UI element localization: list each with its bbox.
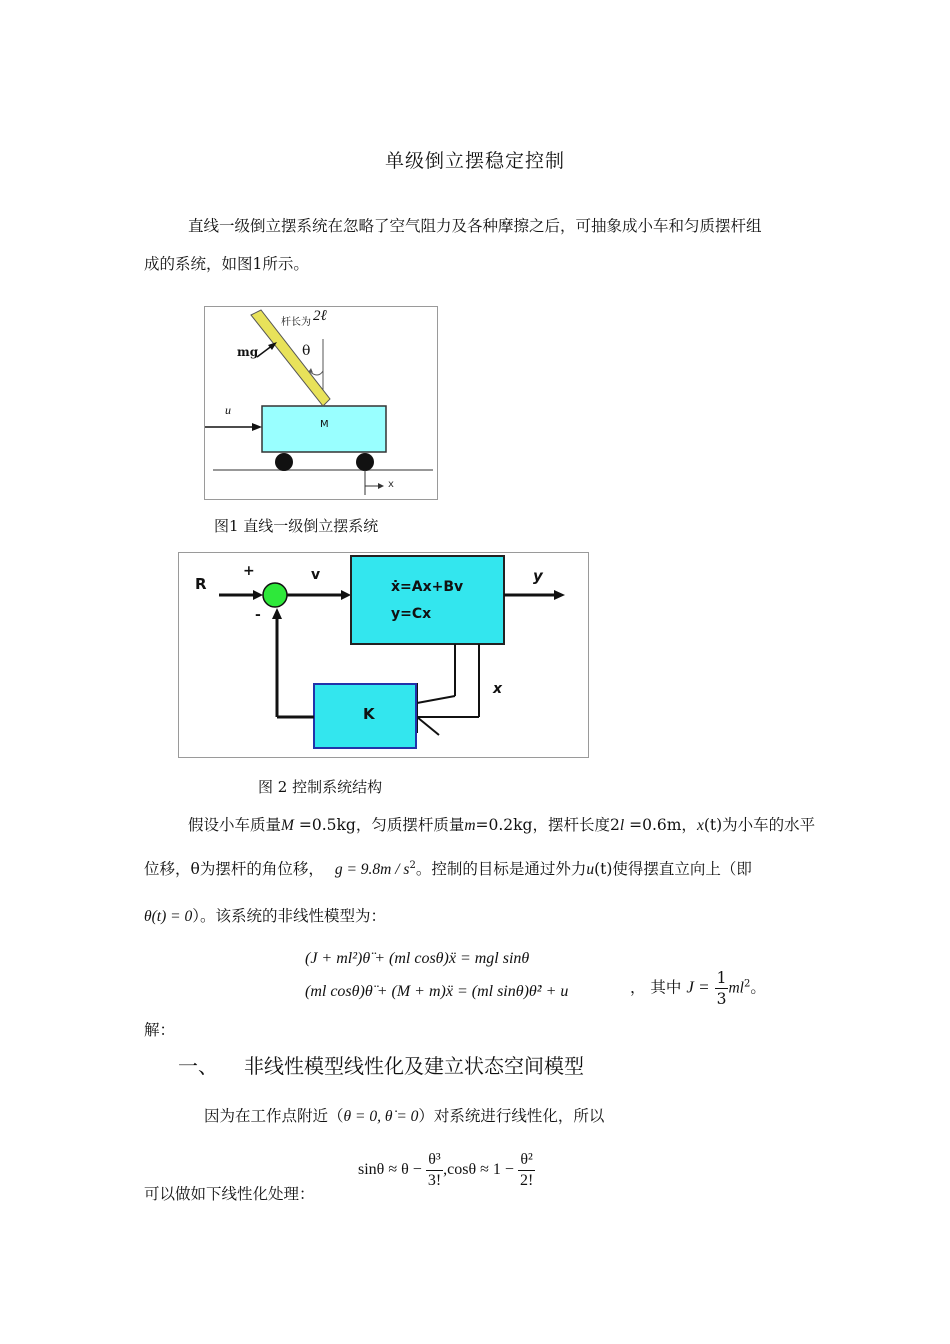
cubic-term-fraction [426,1150,443,1191]
intro-line-1: 直线一级倒立摆系统在忽略了空气阻力及各种摩擦之后，可抽象成小车和匀质摆杆组 [188,217,762,235]
theta-label: θ [302,343,311,359]
fraction-denominator: 2! [519,1172,534,1189]
fraction-numerator: θ² [518,1150,535,1171]
assume-text: 假设小车质量 [188,816,282,834]
output-label: y [533,567,543,585]
linearization-line-2: 可以做如下线性化处理： [144,1185,315,1203]
section-heading: 非线性模型线性化及建立状态空间模型 [244,1054,584,1078]
theta-symbol: θ [190,860,200,879]
section-number: 一、 [178,1054,218,1078]
assume-text: (t)为小车的水平 [703,816,816,834]
wheel-right [356,453,374,471]
assume-text: ）。该系统的非线性模型为： [192,907,386,925]
equilibrium-condition: θ(t) = 0 [144,908,193,925]
assume-text: 。控制的目标是通过外力 [415,860,587,879]
figure-2-caption: 图 2 控制系统结构 [258,778,383,796]
reference-input-label: R [195,575,207,593]
rod-mass-symbol: m [464,817,476,834]
end-punctuation: 。 [750,978,766,997]
sin-approximation: sinθ ≈ θ − [358,1161,422,1179]
control-block-diagram [179,553,588,757]
control-signal-label: v [311,567,321,583]
plant-block [351,556,504,644]
fraction-denominator: 3! [427,1172,442,1189]
length-symbol: l [619,817,625,834]
model-equation-1: (J + ml²)θ̈ + (ml cosθ)ẍ = mgl sinθ [305,950,530,967]
assume-text: =0.2kg，摆杆长度2 [475,816,620,834]
assumption-line-2 [144,856,752,880]
inertia-definition [630,968,766,1009]
assume-text: =0.6m， [624,816,697,834]
ml-term: ml [728,979,744,997]
fraction-numerator: 1 [716,969,727,987]
linearization-line-1 [204,1106,604,1127]
page-title: 单级倒立摆稳定控制 [384,150,565,172]
model-equation-2: (ml cosθ)θ̈ + (M + m)ẍ = (ml sinθ)θ̇² + u [305,983,569,1000]
plus-sign: + [243,563,255,579]
rod-length-value: 2ℓ [313,308,327,324]
wheel-left [275,453,293,471]
solution-label: 解： [144,1021,176,1039]
gain-k-label: K [363,705,375,723]
state-feedback-label: x [493,681,503,697]
assume-text: 为摆杆的角位移， [199,860,324,879]
exponent: 2 [743,978,751,990]
output-equation: y=Cx [391,606,432,622]
linearize-text: 因为在工作点附近（ [204,1107,344,1125]
state-equation: ẋ=Ax+Bv [391,579,464,595]
force-label: u [225,403,231,417]
assumption-line-3 [144,906,386,927]
inertia-symbol: J = [686,977,710,997]
gravity-label: mg [237,345,259,359]
operating-point: θ = 0, θ̇ = 0 [343,1108,419,1125]
cart-mass-symbol: M [281,817,294,834]
assume-text: (t)使得摆直立向上（即 [594,860,752,879]
figure-2-control-structure [178,552,589,758]
position-symbol: x [696,817,704,834]
linearize-text: ）对系统进行线性化，所以 [418,1107,605,1125]
gravity-value: g = 9.8m / s [334,861,410,879]
cart-mass-label: M [320,419,329,430]
small-angle-approximation [358,1150,535,1191]
fraction-denominator: 3 [716,990,727,1008]
figure-1-caption: 图1 直线一级倒立摆系统 [214,517,379,535]
minus-sign: - [255,607,261,623]
fraction-numerator: θ³ [426,1150,443,1171]
where-text: ， 其中 [630,978,682,997]
assumption-line-1 [188,815,815,836]
one-third-fraction [715,968,729,1009]
exponent: 2 [409,860,416,871]
figure-1-inverted-pendulum [204,306,438,500]
force-symbol: u [586,861,595,879]
rod-length-label: 杆长为 [281,317,311,328]
pendulum-diagram [205,307,437,499]
summing-junction [263,583,287,607]
square-term-fraction [518,1150,535,1191]
assume-text: 位移， [144,860,191,879]
x-axis-label: x [388,479,394,490]
assume-text: =0.5kg，匀质摆杆质量 [293,816,465,834]
cos-approximation: ,cosθ ≈ 1 − [443,1161,514,1179]
intro-line-2: 成的系统，如图1所示。 [144,255,309,273]
